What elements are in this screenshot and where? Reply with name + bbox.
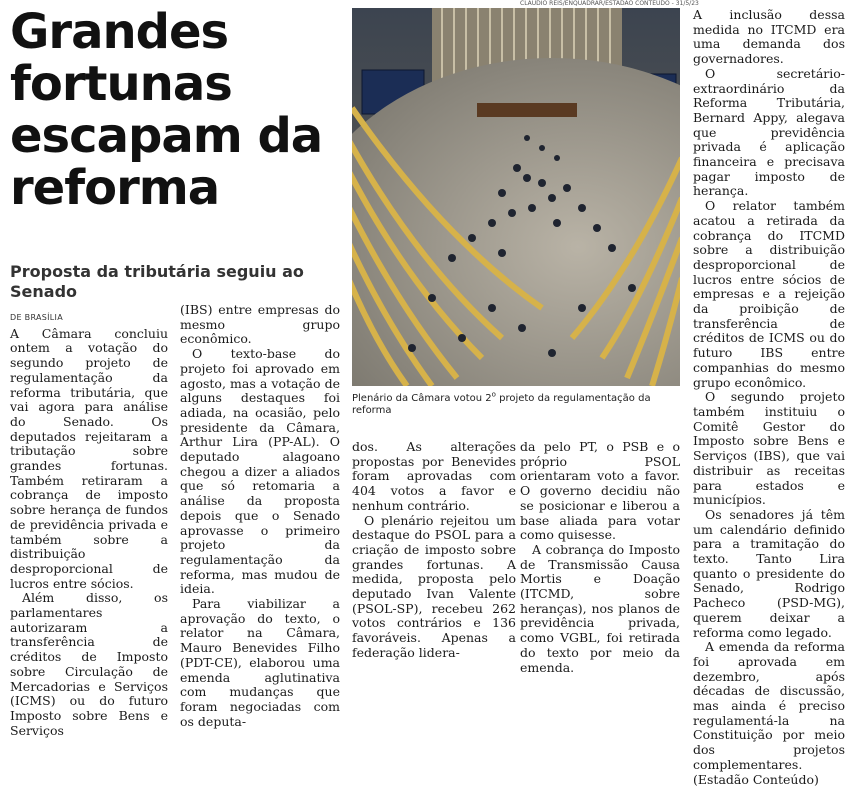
- paragraph: dos. As alterações propostas por Benevides foram aprovadas com 404 votos a favor e nenhum contrário.: [352, 439, 516, 513]
- chamber-illustration: [352, 8, 680, 386]
- paragraph: Além disso, os parlamentares autorizaram a transferência de créditos de Imposto sobre Circulação de Mercadorias e Serviços (ICMS) ou do futuro Imposto sobre Bens e Serviços: [10, 590, 168, 738]
- paragraph: O segundo projeto também instituiu o Comitê Gestor do Imposto sobre Bens e Serviços (IBS), que vai distribuir as receitas para estados e municípios.: [693, 389, 845, 508]
- article-column-4: [520, 440, 680, 675]
- subheadline: Proposta da tributária seguiu ao Senado: [10, 262, 304, 301]
- headline: Grandes fortunas escapam da reforma: [10, 4, 323, 216]
- article-column-5: [693, 8, 845, 787]
- article-column-1: [10, 311, 168, 738]
- paragraph: (IBS) entre empresas do mesmo grupo econômico.: [180, 302, 340, 347]
- paragraph: da pelo PT, o PSB e o próprio PSOL orientaram voto a favor. O governo decidiu não se posicionar e liberou a base aliada para votar como quisesse.: [520, 439, 680, 543]
- paragraph: Os senadores já têm um calendário definido para a tramitação do texto. Tanto Lira quanto o presidente do Senado, Rodrigo Pacheco (PSD-MG), querem deixar a reforma como legado.: [693, 506, 845, 640]
- paragraph: Para viabilizar a aprovação do texto, o relator na Câmara, Mauro Benevides Filho (PDT-CE), elaborou uma emenda aglutinativa com mudanças que foram negociadas com os deputa-: [180, 596, 340, 729]
- paragraph: A cobrança do Imposto de Transmissão Causa Mortis e Doação (ITCMD, sobre heranças), nos planos de previdência privada, como VGBL, foi retirada do texto por meio da emenda.: [520, 541, 680, 675]
- paragraph: A inclusão dessa medida no ITCMD era uma demanda dos governadores.: [693, 7, 845, 67]
- paragraph: O plenário rejeitou um destaque do PSOL para a criação de imposto sobre grandes fortunas. A medida, proposta pelo deputado Ivan Valente (PSOL-SP), recebeu 262 votos contrários e 136 favoráveis. Apenas a federação lidera-: [352, 512, 516, 660]
- chamber-photo: [352, 8, 680, 386]
- article-column-2: [180, 303, 340, 729]
- paragraph: O relator também acatou a retirada da cobrança do ITCMD sobre a distribuição desproporcional de lucros entre sócios de empresas e a rejeição da proibição de transferência de créditos de ICMS ou do futuro IBS entre companhias do mesmo grupo econômico.: [693, 198, 845, 390]
- article-column-3: [352, 440, 516, 661]
- paragraph: A emenda da reforma foi aprovada em dezembro, após décadas de discussão, mas ainda é preciso regulamentá-la na Constituição por meio dos projetos complementares. (Estadão Conteúdo): [693, 639, 845, 787]
- paragraph: A Câmara concluiu ontem a votação do segundo projeto de regulamentação da reforma tributária, que vai agora para análise do Senado. Os deputados rejeitaram a tributação sobre grandes fortunas. Também retiraram a cobrança de imposto sobre herança de fundos de previdência privada e também sobre a distribuição desproporcional de lucros entre sócios.: [10, 325, 168, 591]
- dateline: DE BRASÍLIA: [10, 313, 63, 322]
- photo-caption: Plenário da Câmara votou 2$^o$ projeto da regulamentação da reforma: [352, 390, 651, 416]
- photo-credit: CLÁUDIO REIS/ENQUADRAR/ESTADÃO CONTEÚDO - 31/5/23: [520, 0, 699, 7]
- paragraph: O texto-base do projeto foi aprovado em agosto, mas a votação de alguns destaques foi adiada, na ocasião, pelo presidente da Câmara, Arthur Lira (PP-AL). O deputado alagoano chegou a dizer a aliados que só retomaria a análise da proposta depois que o Senado aprovasse o primeiro projeto da regulamentação da reforma, mas mudou de ideia.: [180, 346, 340, 597]
- paragraph: O secretário-extraordinário da Reforma Tributária, Bernard Appy, alegava que previdência privada é aplicação financeira e precisava pagar imposto de herança.: [693, 65, 845, 199]
